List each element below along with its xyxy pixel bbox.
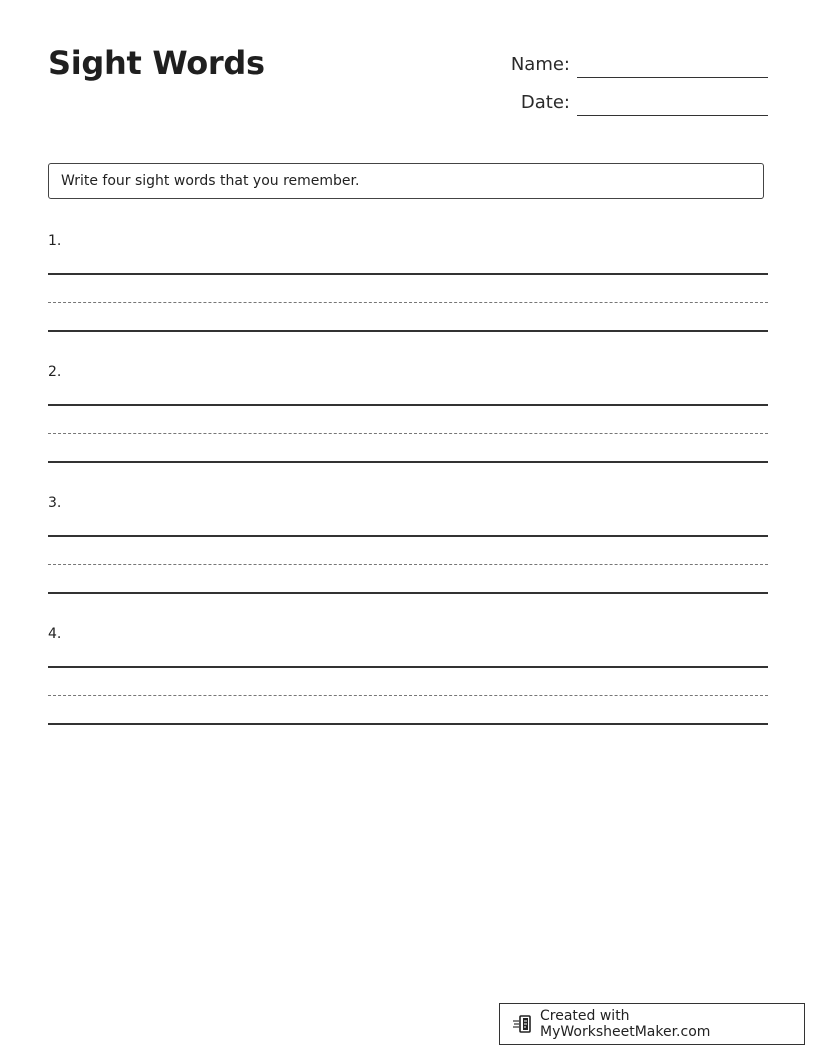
name-label: Name: <box>510 54 570 75</box>
question-number: 3. <box>48 495 62 511</box>
writing-top-line[interactable] <box>48 404 768 406</box>
footer-credit-badge[interactable] <box>499 1003 805 1045</box>
writing-top-line[interactable] <box>48 273 768 275</box>
writing-top-line[interactable] <box>48 666 768 668</box>
date-input-line[interactable] <box>577 115 768 116</box>
question-1 <box>48 233 768 353</box>
writing-baseline[interactable] <box>48 592 768 594</box>
question-number: 1. <box>48 233 62 249</box>
writing-midline[interactable] <box>48 564 768 565</box>
worksheet-maker-logo-icon <box>512 1013 534 1035</box>
name-field[interactable] <box>480 50 768 78</box>
question-4 <box>48 626 768 746</box>
writing-midline[interactable] <box>48 302 768 303</box>
worksheet-title: Sight Words <box>48 44 265 82</box>
writing-midline[interactable] <box>48 433 768 434</box>
writing-baseline[interactable] <box>48 723 768 725</box>
writing-top-line[interactable] <box>48 535 768 537</box>
instruction-box: Write four sight words that you remember. <box>48 163 764 199</box>
question-3 <box>48 495 768 615</box>
footer-credit-text[interactable]: Created with MyWorksheetMaker.com <box>540 1008 711 1040</box>
date-label: Date: <box>520 92 570 113</box>
date-field[interactable] <box>480 88 768 116</box>
writing-baseline[interactable] <box>48 461 768 463</box>
name-input-line[interactable] <box>577 77 768 78</box>
writing-baseline[interactable] <box>48 330 768 332</box>
question-2 <box>48 364 768 484</box>
question-number: 2. <box>48 364 62 380</box>
writing-midline[interactable] <box>48 695 768 696</box>
question-number: 4. <box>48 626 62 642</box>
